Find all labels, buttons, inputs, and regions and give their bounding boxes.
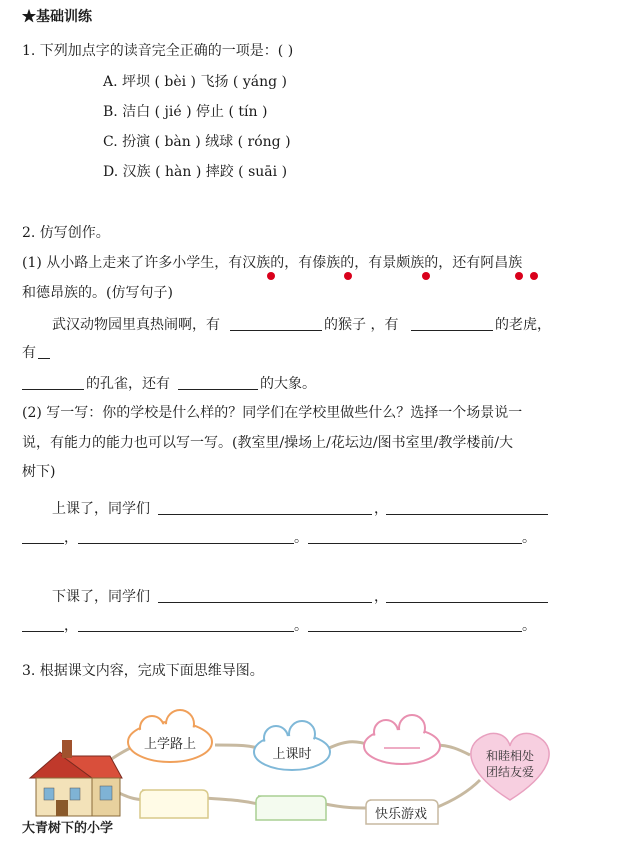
- house-icon: [30, 740, 122, 816]
- q2-part1-line1: (1) 从小路上走来了许多小学生，有汉族的，有傣族的，有景颇族的，还有阿昌族: [22, 255, 523, 271]
- connector-line: [325, 804, 370, 808]
- fill-c-text2: 的大象。: [260, 376, 316, 392]
- comma: ，: [374, 501, 388, 517]
- answer-line[interactable]: [22, 543, 64, 544]
- heart-label-line2: 团结友爱: [485, 765, 535, 779]
- q1-option-d: D. 汉族 ( hàn ) 摔跤 ( suāi ): [103, 164, 288, 180]
- q2-part1-line2: 和德昂族的。(仿写句子): [22, 285, 173, 301]
- star-icon: ★: [22, 9, 36, 25]
- answer-line[interactable]: [386, 514, 548, 515]
- fill-a-text3: 的老虎，: [495, 317, 551, 333]
- comma: ，: [64, 618, 78, 634]
- answer-line[interactable]: [22, 631, 64, 632]
- period: 。: [522, 530, 536, 546]
- blank-line[interactable]: [411, 330, 493, 331]
- cloud-node-1: [128, 710, 212, 762]
- q1-option-c: C. 扮演 ( bàn ) 绒球 ( róng ): [103, 134, 291, 150]
- answer-line[interactable]: [158, 602, 372, 603]
- emphasis-dot: [530, 272, 538, 280]
- scene1-start: 上课了，同学们: [52, 501, 150, 517]
- comma: ，: [64, 530, 78, 546]
- scene2-start: 下课了，同学们: [52, 589, 150, 605]
- blank-line[interactable]: [22, 389, 84, 390]
- connector-line: [205, 798, 258, 804]
- answer-line[interactable]: [308, 543, 522, 544]
- fill-a-text1: 武汉动物园里真热闹啊，有: [52, 317, 220, 333]
- period: 。: [294, 530, 308, 546]
- comma: ，: [374, 589, 388, 605]
- q2-part2-line3: 树下): [22, 464, 56, 480]
- cloud-node-2: [254, 721, 330, 770]
- period: 。: [294, 618, 308, 634]
- q2-title: 2. 仿写创作。: [22, 225, 110, 241]
- emphasis-dot: [344, 272, 352, 280]
- cloud-node-3: [364, 715, 440, 764]
- q1-stem: 1. 下列加点字的读音完全正确的一项是：( ): [22, 43, 294, 59]
- school-caption: 大青树下的小学: [22, 821, 114, 836]
- period: 。: [522, 618, 536, 634]
- mind-map: [0, 700, 623, 850]
- q3-title: 3. 根据课文内容，完成下面思维导图。: [22, 663, 264, 679]
- answer-line[interactable]: [308, 631, 522, 632]
- section-title: ★基础训练: [22, 9, 92, 25]
- emphasis-dot: [267, 272, 275, 280]
- q2-part2-line2: 说，有能力的能力也可以写一写。(教室里/操场上/花坛边/图书室里/教学楼前/大: [22, 435, 514, 451]
- bottom-box-2: [256, 796, 326, 820]
- q2-part2-line1: (2) 写一写：你的学校是什么样的？同学们在学校里做些什么？选择一个场景说一: [22, 405, 523, 421]
- connector-line: [435, 780, 480, 808]
- fill-a-text2: 的猴子 ，有: [324, 317, 399, 333]
- answer-line[interactable]: [78, 631, 294, 632]
- cloud1-label: 上学路上: [143, 737, 197, 752]
- answer-line[interactable]: [158, 514, 372, 515]
- blank-line[interactable]: [178, 389, 258, 390]
- heart-label-line1: 和睦相处: [485, 749, 535, 763]
- cloud2-label: 上课时: [272, 747, 312, 762]
- blank-line[interactable]: [38, 358, 50, 359]
- q1-option-b: B. 洁白 ( jié ) 停止 ( tín ): [103, 104, 268, 120]
- fill-c-text1: 的孔雀，还有: [86, 376, 170, 392]
- fill-b-text1: 有: [22, 345, 36, 361]
- q1-option-a: A. 坪坝 ( bèi ) 飞扬 ( yáng ): [103, 74, 287, 90]
- bottom3-label: 快乐游戏: [374, 807, 428, 822]
- emphasis-dot: [422, 272, 430, 280]
- bottom-box-1: [140, 790, 208, 818]
- answer-line[interactable]: [386, 602, 548, 603]
- blank-line[interactable]: [230, 330, 322, 331]
- answer-line[interactable]: [78, 543, 294, 544]
- emphasis-dot: [515, 272, 523, 280]
